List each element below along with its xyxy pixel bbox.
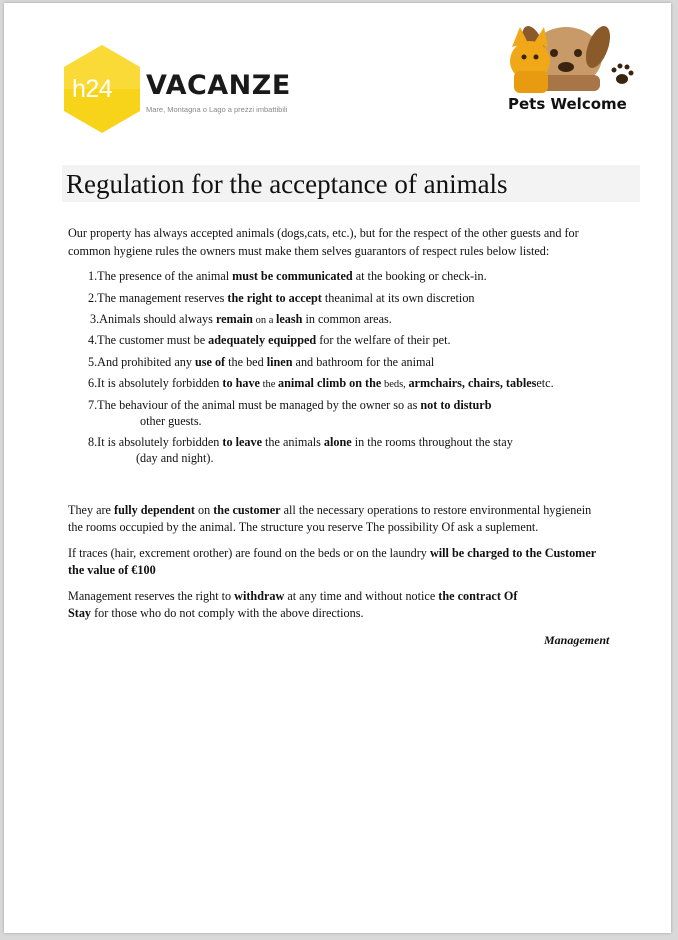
page-title: Regulation for the acceptance of animals: [66, 169, 508, 199]
paragraph-hygiene: They are fully dependent on the customer all the necessary operations to restore environmental hygienein: [68, 503, 592, 517]
paragraph-charges: If traces (hair, excrement orother) are found on the beds or on the laundry will be charged to the Customer: [68, 546, 597, 560]
rule-4: 4.The customer must be adequately equipped for the welfare of their pet.: [88, 333, 451, 347]
rule-6: 6.It is absolutely forbidden to have the animal climb on the beds, armchairs, chairs, tablesetc.: [88, 376, 554, 390]
intro-line-1: Our property has always accepted animals (dogs,cats, etc.), but for the respect of the other guests and for: [68, 226, 579, 240]
title-bar: [62, 165, 640, 202]
h24-vacanze-logo: [62, 43, 312, 135]
intro-line-2: common hygiene rules the owners must make them selves guarantors of respect rules below listed:: [68, 244, 550, 258]
rule-1: 1.The presence of the animal must be communicated at the booking or check-in.: [88, 269, 487, 283]
rule-8-line-2: (day and night).: [136, 451, 214, 465]
rule-3: 3.Animals should always remain on a leash in common areas.: [90, 312, 392, 326]
paragraph-withdraw: Management reserves the right to withdraw at any time and without notice the contract Of: [68, 589, 518, 603]
pets-welcome-badge: [500, 17, 640, 117]
document-page: [4, 3, 671, 933]
rule-5: 5.And prohibited any use of the bed linen and bathroom for the animal: [88, 355, 435, 369]
paragraph-hygiene-line-2: the rooms occupied by the animal. The structure you reserve The possibility Of ask a suplement.: [68, 520, 539, 534]
rule-7: 7.The behaviour of the animal must be managed by the owner so as not to disturb: [88, 398, 492, 412]
logo-brand: VACANZE: [146, 70, 291, 101]
logo-hex-text: h24: [72, 75, 113, 103]
logo-tagline: Mare, Montagna o Lago a prezzi imbattibili: [146, 105, 288, 114]
rule-8: 8.It is absolutely forbidden to leave the animals alone in the rooms throughout the stay: [88, 435, 513, 449]
rule-2: 2.The management reserves the right to accept theanimal at its own discretion: [88, 291, 475, 305]
pets-welcome-label: Pets Welcome: [508, 95, 627, 113]
signature: Management: [544, 633, 610, 647]
paragraph-charges-line-2: the value of €100: [68, 563, 156, 577]
rule-7-line-2: other guests.: [140, 414, 202, 428]
paragraph-withdraw-line-2: Stay for those who do not comply with the above directions.: [68, 606, 364, 620]
dog-cat-icon: [504, 17, 634, 95]
